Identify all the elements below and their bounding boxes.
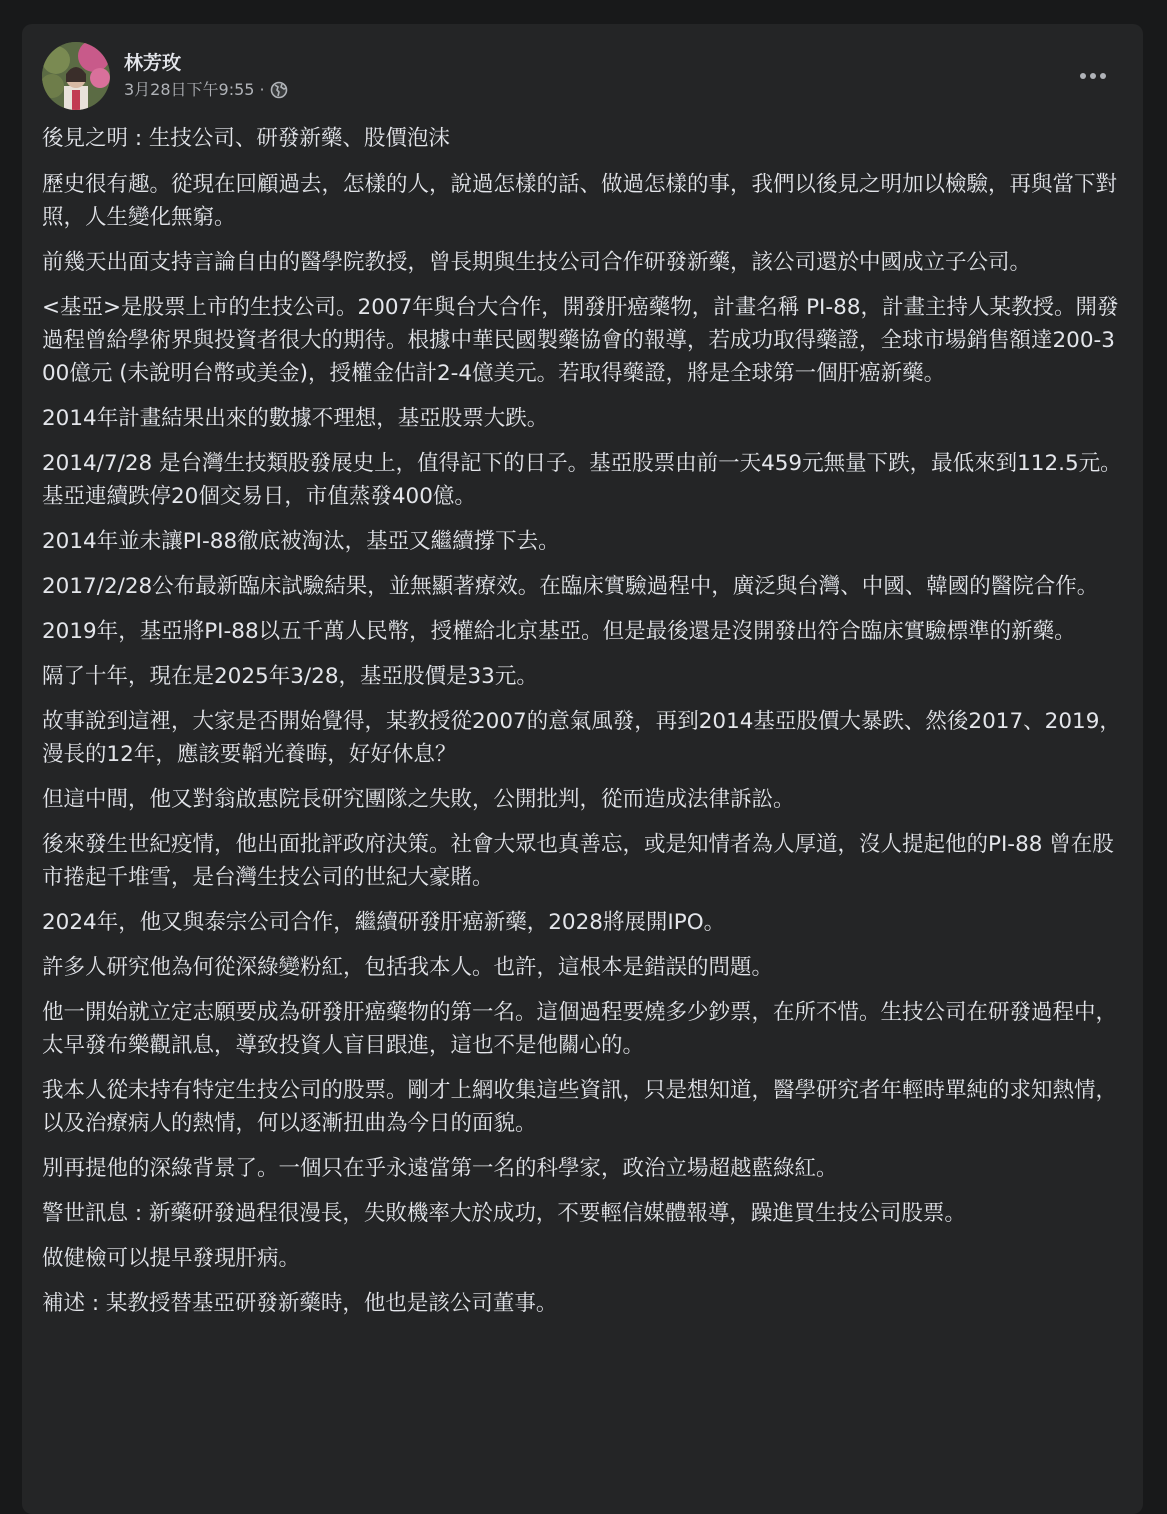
post-timestamp[interactable]: 3月28日下午9:55 [124, 80, 255, 99]
more-dot [1080, 73, 1086, 79]
more-options-icon[interactable] [1073, 56, 1113, 96]
post-paragraph: 做健檢可以提早發現肝病。 [42, 1246, 301, 1271]
post-paragraph: 警世訊息 : 新藥研發過程很漫長，失敗機率大於成功，不要輕信媒體報導，躁進買生技公司股票。 [42, 1201, 966, 1226]
post-meta [124, 78, 288, 102]
author-name[interactable]: 林芳玫 [124, 52, 182, 74]
post-paragraph: 我本人從未持有特定生技公司的股票。剛才上網收集這些資訊，只是想知道，醫學研究者年輕時單純的求知熱情，以及治療病人的熱情，何以逐漸扭曲為今日的面貌。 [42, 1078, 1118, 1136]
post-paragraph: 隔了十年，現在是2025年3/28，基亞股價是33元。 [42, 664, 538, 689]
post-paragraph: 2019年，基亞將PI-88以五千萬人民幣，授權給北京基亞。但是最後還是沒開發出符合臨床實驗標準的新藥。 [42, 619, 1076, 644]
post-body [42, 122, 1126, 1320]
post-header [42, 42, 1123, 110]
post-paragraph: 補述 : 某教授替基亞研發新藥時，他也是該公司董事。 [42, 1291, 558, 1316]
meta-separator: · [259, 80, 265, 99]
post-paragraph: 許多人研究他為何從深綠變粉紅，包括我本人。也許，這根本是錯誤的問題。 [42, 955, 774, 980]
post-paragraph: 後來發生世紀疫情，他出面批評政府決策。社會大眾也真善忘，或是知情者為人厚道，沒人提起他的PI-88 曾在股市捲起千堆雪，是台灣生技公司的世紀大豪賭。 [42, 832, 1114, 890]
post-card [22, 24, 1143, 1514]
post-paragraph: 2017/2/28公布最新臨床試驗結果，並無顯著療效。在臨床實驗過程中，廣泛與台灣、中國、韓國的醫院合作。 [42, 574, 1099, 599]
more-dot [1090, 73, 1096, 79]
post-paragraph: 他一開始就立定志願要成為研發肝癌藥物的第一名。這個過程要燒多少鈔票，在所不惜。生技公司在研發過程中，太早發布樂觀訊息，導致投資人盲目跟進，這也不是他關心的。 [42, 1000, 1118, 1058]
post-paragraph: 2024年，他又與泰宗公司合作，繼續研發肝癌新藥，2028將展開IPO。 [42, 910, 726, 935]
post-paragraph: 但這中間，他又對翁啟惠院長研究團隊之失敗，公開批判，從而造成法律訴訟。 [42, 787, 795, 812]
post-paragraph: 2014年並未讓PI-88徹底被淘汰，基亞又繼續撐下去。 [42, 529, 560, 554]
globe-icon[interactable] [270, 81, 288, 99]
post-header-text [124, 50, 288, 102]
post-paragraph: 2014年計畫結果出來的數據不理想，基亞股票大跌。 [42, 406, 549, 431]
post-paragraph: 前幾天出面支持言論自由的醫學院教授，曾長期與生技公司合作研發新藥，該公司還於中國成立子公司。 [42, 250, 1032, 275]
more-dot [1100, 73, 1106, 79]
post-paragraph: <基亞>是股票上市的生技公司。2007年與台大合作，開發肝癌藥物，計畫名稱 PI-88，計畫主持人某教授。開發過程曾給學術界與投資者很大的期待。根據中華民國製藥協會的報導，若成功取得藥證，全球市場銷售額達200-300億元 (未說明台幣或美金)，授權金估計2-4億美元。若取得藥證，將是全球第一個肝癌新藥。 [42, 295, 1119, 386]
post-paragraph: 別再提他的深綠背景了。一個只在乎永遠當第一名的科學家，政治立場超越藍綠紅。 [42, 1156, 838, 1181]
post-paragraph: 歷史很有趣。從現在回顧過去，怎樣的人，說過怎樣的話、做過怎樣的事，我們以後見之明加以檢驗，再與當下對照，人生變化無窮。 [42, 172, 1118, 230]
post-title: 後見之明 : 生技公司、研發新藥、股價泡沫 [42, 126, 450, 151]
avatar[interactable] [42, 42, 110, 110]
post-paragraph: 2014/7/28 是台灣生技類股發展史上，值得記下的日子。基亞股票由前一天459元無量下跌，最低來到112.5元。基亞連續跌停20個交易日，市值蒸發400億。 [42, 451, 1122, 509]
post-paragraph: 故事說到這裡，大家是否開始覺得，某教授從2007的意氣風發，再到2014基亞股價大暴跌、然後2017、2019，漫長的12年，應該要韜光養晦，好好休息？ [42, 709, 1121, 767]
